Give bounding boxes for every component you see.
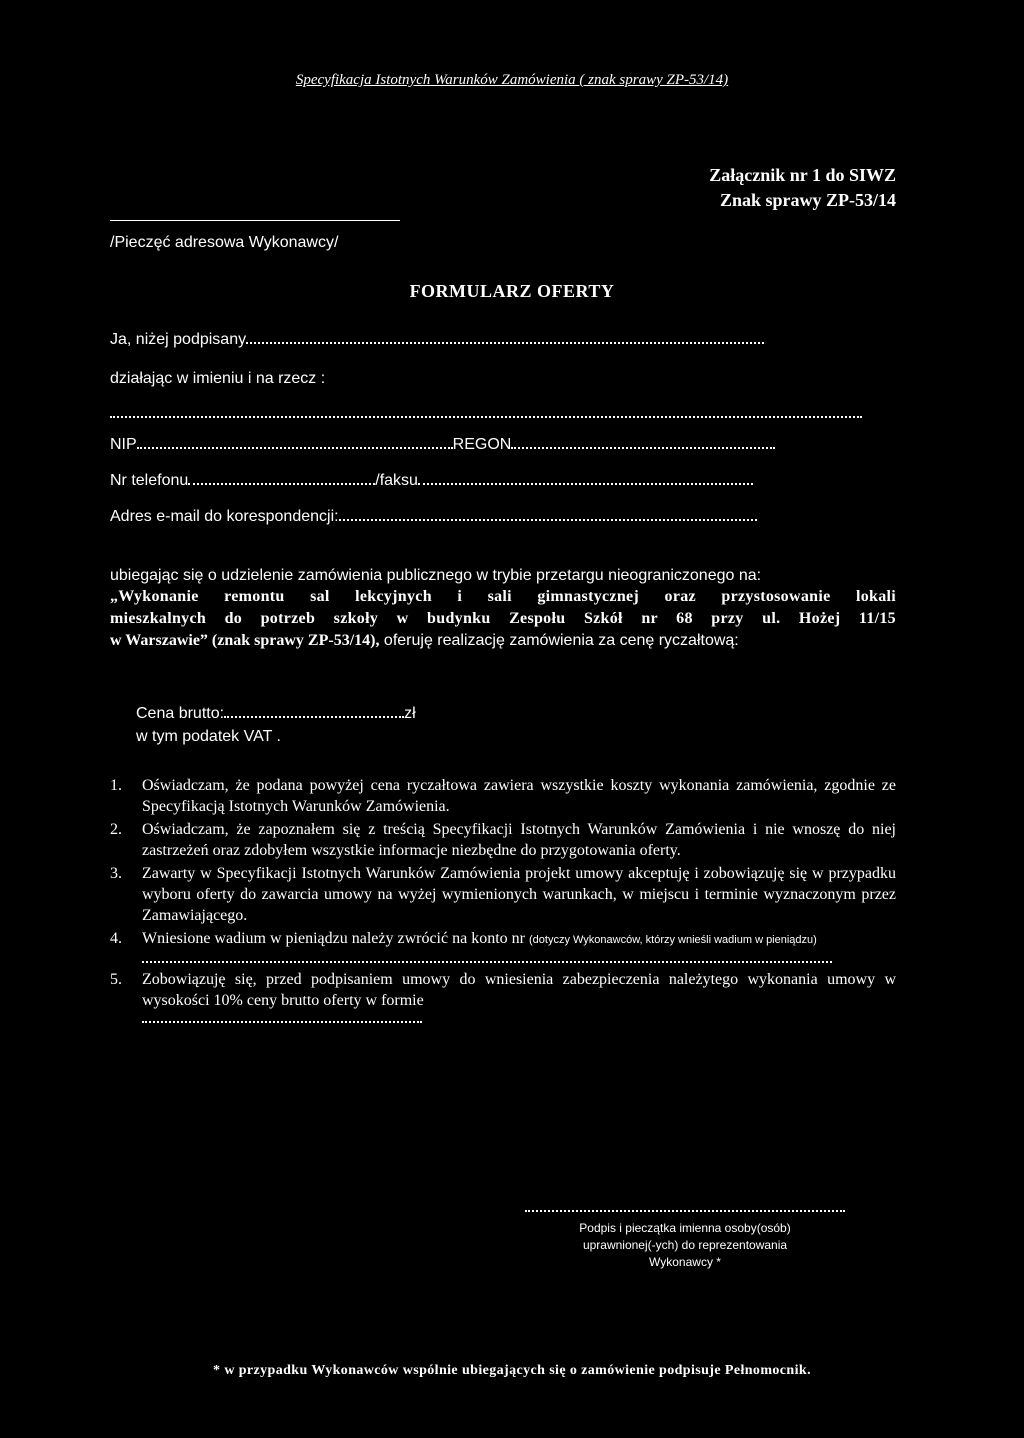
subject-line-3-rest: oferuję realizację zamówienia za cenę ryczałtową: [379,632,739,649]
nip-label: NIP [110,436,137,453]
item-number: 1. [110,777,122,794]
on-behalf-input-line[interactable] [110,405,862,423]
signature-block [525,1202,845,1271]
email-field [110,508,757,526]
footnote: * w przypadku Wykonawców wspólnie ubiegających się o zamówienie podpisuje Pełnomocnik. [213,1363,811,1378]
regon-input-line[interactable] [511,447,775,449]
list-item [110,969,896,1023]
item-number: 3. [110,865,122,882]
list-item [110,928,896,963]
signed-label: Ja, niżej podpisany [110,331,247,348]
fax-label: /faksu [375,472,418,489]
list-item [110,775,896,817]
account-input-line[interactable] [142,951,832,963]
signed-field [110,331,764,349]
price-input-line[interactable] [224,716,404,718]
document-header: Specyfikacja Istotnych Warunków Zamówienia ( znak sprawy ZP-53/14) [295,72,729,88]
subject-line-2: mieszkalnych do potrzeb szkoły w budynku Zespołu Szkół nr 68 przy ul. Hożej 11/15 [110,610,896,627]
subject-line-3 [110,630,896,652]
item-text: Wniesione wadium w pieniądzu należy zwrócić na konto nr [142,930,525,947]
nip-input-line[interactable] [137,447,453,449]
item-number: 4. [110,930,122,947]
on-behalf-field [110,370,325,388]
phone-fax-field [110,472,753,490]
signed-input-line[interactable] [246,342,764,344]
intro-text: ubiegając się o udzielenie zamówienia publicznego w trybie przetargu nieograniczonego na: [110,567,762,584]
on-behalf-label: działając w imieniu i na rzecz : [110,370,326,387]
price-unit: zł [404,705,416,722]
item-number: 2. [110,821,122,838]
item-note: (dotyczy Wykonawców, którzy wnieśli wadium w pieniądzu) [528,934,817,946]
signature-line-2: uprawnionej(-ych) do reprezentowania [582,1238,788,1252]
price-field [136,705,416,723]
list-item [110,819,896,861]
attachment-number: Załącznik nr 1 do SIWZ [709,165,896,185]
attachment-info [709,163,896,213]
subject-text [110,586,896,630]
item-text: Oświadczam, że zapoznałem się z treścią Specyfikacji Istotnych Warunków Zamówienia i nie wnoszę do niej zastrzeżeń oraz zdobyłem wszystkie informacje niezbędne do przygotowania oferty. [142,821,896,859]
stamp-line [110,220,400,221]
fax-input-line[interactable] [418,483,753,485]
email-input-line[interactable] [339,519,757,521]
signature-line-1: Podpis i pieczątka imienna osoby(osób) [579,1221,791,1235]
email-label: Adres e-mail do korespondencji: [110,508,339,525]
declarations-list [110,775,896,1025]
vat-label: w tym podatek VAT . [136,728,281,745]
nip-regon-field [110,436,775,454]
phone-input-line[interactable] [188,483,375,485]
regon-label: REGON [452,436,512,453]
signature-input-line[interactable] [525,1202,845,1212]
subject-line-1: „Wykonanie remontu sal lekcyjnych i sali gimnastycznej oraz przystosowanie lokali [110,588,896,605]
stamp-label: /Pieczęć adresowa Wykonawcy/ [110,234,339,251]
list-item [110,863,896,926]
item-text: Zawarty w Specyfikacji Istotnych Warunków Zamówienia projekt umowy akceptuję i zobowiązuję się w przypadku wyboru oferty do zawarcia umowy na wyżej wymienionych warunkach, w miejscu i terminie wyznaczonym przez Zamawiającego. [142,865,896,924]
subject-line-3-bold: w Warszawie” (znak sprawy ZP-53/14), [110,632,380,649]
price-label: Cena brutto: [136,705,225,722]
form-input-line[interactable] [142,1011,422,1023]
case-number: Znak sprawy ZP-53/14 [719,190,896,210]
item-number: 5. [110,971,122,988]
phone-label: Nr telefonu [110,472,189,489]
form-title: FORMULARZ OFERTY [409,281,615,301]
item-text: Zobowiązuję się, przed podpisaniem umowy do wniesienia zabezpieczenia należytego wykonania umowy w wysokości 10% ceny brutto oferty w formie [142,971,896,1009]
signature-line-3: Wykonawcy * [649,1255,721,1269]
item-text: Oświadczam, że podana powyżej cena ryczałtowa zawiera wszystkie koszty wykonania zamówienia, zgodnie ze Specyfikacją Istotnych Warunków Zamówienia. [142,777,896,815]
